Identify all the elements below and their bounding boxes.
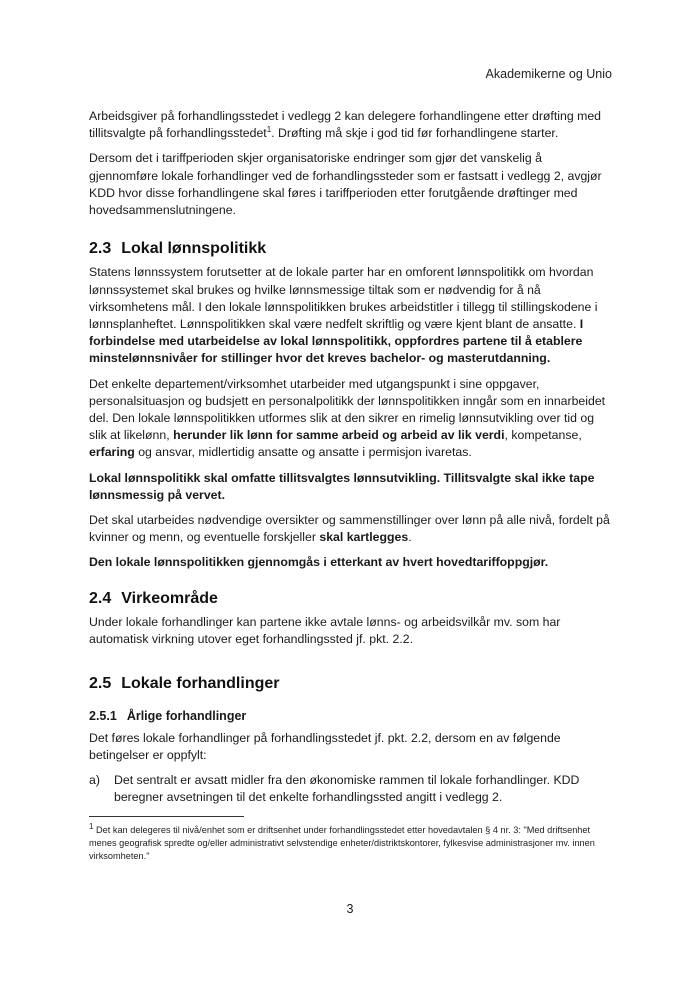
section-title: Virkeområde — [121, 589, 218, 607]
section-title: Lokal lønnspolitikk — [121, 240, 267, 258]
paragraph-bold-text: skal kartlegges — [319, 530, 409, 545]
paragraph-bold-text: Den lokale lønnspolitikken gjennomgås i etterkant av hvert hovedtariffoppgjør. — [89, 555, 549, 570]
paragraph-text: , kompetanse, — [504, 428, 582, 443]
list-marker: a) — [89, 773, 100, 788]
paragraph-bold-text: I forbindelse med utarbeidelse av lokal lønnspolitikk, oppfordres partene til å etablere minstelønnsnivåer for stillinger hvor det kreves bachelor- og masterutdanning. — [89, 317, 584, 366]
footnote-reference: 1 — [266, 125, 272, 135]
footnote-divider — [89, 816, 244, 817]
paragraph-annual-negotiations: Det føres lokale forhandlinger på forhandlingsstedet jf. pkt. 2.2, dersom en av følgende betingelser er oppfylt: — [89, 730, 561, 762]
running-header: Akademikerne og Unio — [485, 67, 612, 81]
paragraph-personnel-policy — [89, 376, 614, 462]
paragraph-text: Det skal utarbeides nødvendige oversikter og sammenstillinger over lønn på alle nivå, fordelt på kvinner og menn, og eventuelle forskjeller — [89, 513, 610, 545]
paragraph-text-continued: . Drøfting må skje i god tid før forhandlingene starter. — [271, 126, 559, 141]
footnote-text: Det kan delegeres til nivå/enhet som er driftsenhet under forhandlingsstedet etter hovedavtalen § 4 nr. 3: "Med driftsenhet menes geografisk spredte og/eller administrativt selvstendige enheter/distriktskontorer, fylkesvise administrasjoner mv. innen virksomheten." — [89, 825, 595, 861]
section-number: 2.3 — [89, 240, 112, 258]
paragraph-wage-overview — [89, 512, 614, 546]
section-number: 2.5 — [89, 675, 112, 693]
paragraph-union-reps — [89, 470, 614, 504]
section-title: Lokale forhandlinger — [121, 675, 280, 693]
paragraph-text: Statens lønnssystem forutsetter at de lokale parter har en omforent lønnspolitikk om hvordan lønnssystemet skal brukes og hvilke lønnsmessige tiltak som er nødvendig for å nå virksomhetens mål. I den lokale lønnspolitikken brukes arbeidstitler i tillegg til stillingskodene i lønnsplanheftet. Lønnspolitikken skal være nedfelt skriftlig og være kjent blant de ansatte. — [89, 265, 598, 332]
paragraph-review — [89, 554, 614, 571]
paragraph-wage-system — [89, 264, 614, 367]
paragraph-bold-text: erfaring — [89, 445, 135, 460]
footnote — [89, 821, 614, 863]
paragraph-organisational-changes: Dersom det i tariffperioden skjer organisatoriske endringer som gjør det vanskelig å gjennomføre lokale forhandlinger ved de forhandlingssteder som er fastsatt i vedlegg 2, avgjør KDD hvor disse forhandlingene skal føres i tariffperioden etter forutgående drøftinger med hovedsammenslutningene. — [89, 151, 602, 218]
page-body — [89, 108, 614, 807]
footnote-marker: 1 — [89, 821, 94, 831]
paragraph-text: . — [408, 530, 412, 545]
subsection-title: Årlige forhandlinger — [126, 709, 247, 724]
page-number: 3 — [346, 902, 354, 916]
section-heading-2-3 — [89, 240, 614, 257]
section-heading-2-4 — [89, 590, 614, 607]
subsection-heading-2-5-1 — [89, 708, 614, 725]
paragraph-text: og ansvar, midlertidig ansatte og ansatte i permisjon ivaretas. — [134, 445, 472, 460]
subsection-number: 2.5.1 — [89, 709, 117, 724]
paragraph-text: Arbeidsgiver på forhandlingsstedet i vedlegg 2 kan delegere forhandlingene etter drøfting med tillitsvalgte på forhandlingsstedet — [89, 109, 602, 141]
paragraph-delegation — [89, 108, 614, 142]
paragraph-scope: Under lokale forhandlinger kan partene ikke avtale lønns- og arbeidsvilkår mv. som har automatisk virkning utover eget forhandlingssted jf. pkt. 2.2. — [89, 614, 561, 647]
paragraph-text: Det enkelte departement/virksomhet utarbeider med utgangspunkt i sine oppgaver, personalsituasjon og budsjett en personalpolitikk der lønnspolitikken inngår som en innarbeidet del. Den lokale lønnspolitikken utformes slik at den sikrer en rimelig lønnsutvikling over tid og slik at likelønn, — [89, 376, 606, 443]
section-heading-2-5 — [89, 675, 614, 692]
paragraph-bold-text: herunder lik lønn for samme arbeid og arbeid av lik verdi — [173, 428, 505, 443]
list-item-text: Det sentralt er avsatt midler fra den økonomiske rammen til lokale forhandlinger. KDD beregner avsetningen til det enkelte forhandlingssted angitt i vedlegg 2. — [114, 773, 580, 805]
paragraph-bold-text: Lokal lønnspolitikk skal omfatte tillitsvalgtes lønnsutvikling. Tillitsvalgte skal ikke tape lønnsmessig på vervet. — [89, 470, 595, 502]
list-item-a — [89, 772, 614, 806]
section-number: 2.4 — [89, 589, 112, 607]
